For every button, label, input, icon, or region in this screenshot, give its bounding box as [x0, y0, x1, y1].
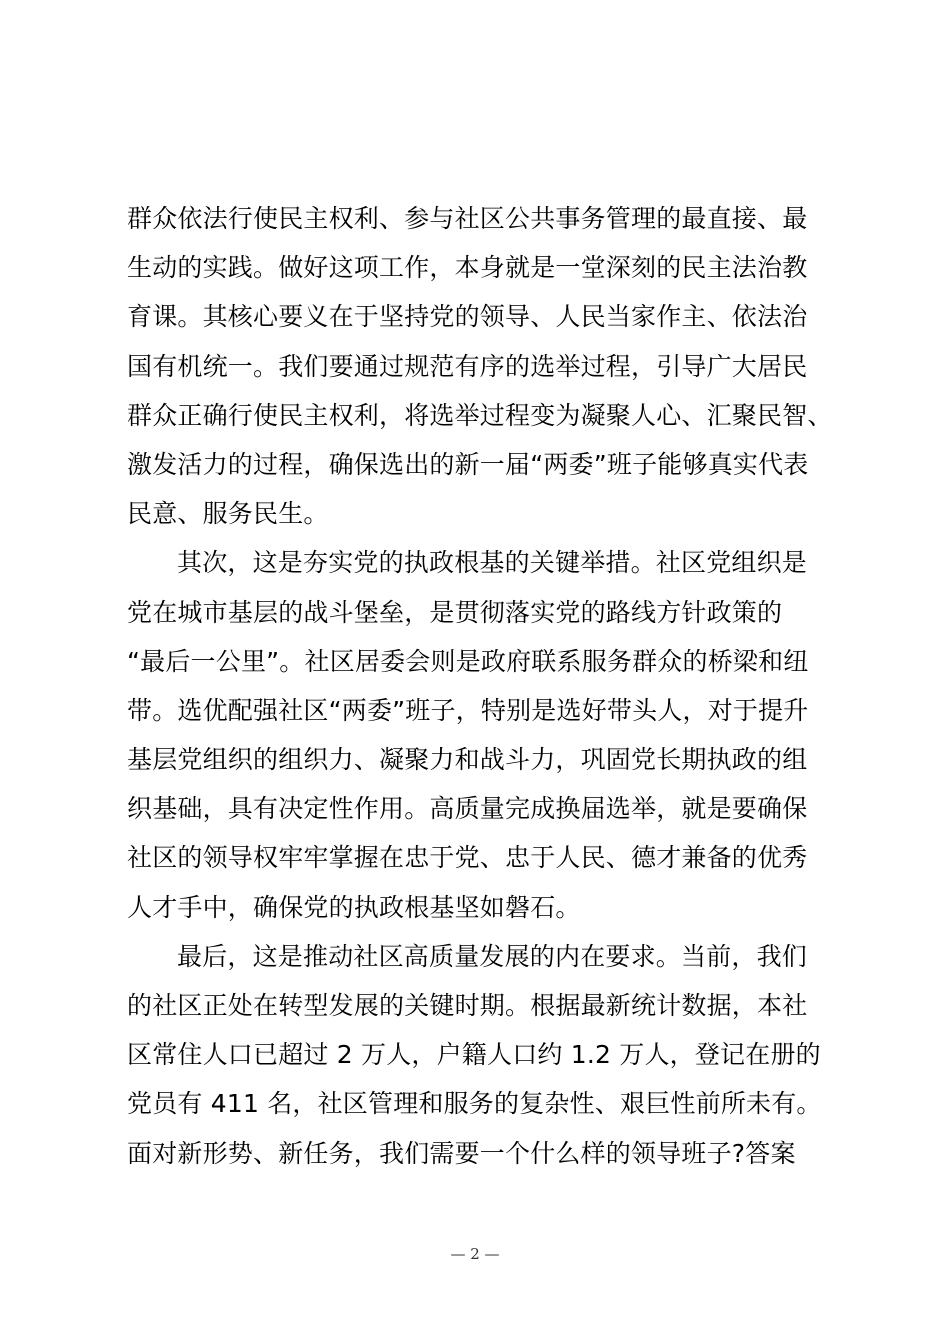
- text-line: “最后一公里”。社区居委会则是政府联系服务群众的桥梁和纽: [127, 646, 809, 676]
- text-line: 育课。其核心要义在于坚持党的领导、人民当家作主、依法治: [127, 302, 808, 332]
- text-line: 人才手中，确保党的执政根基坚如磐石。: [127, 892, 581, 922]
- text-line: 面对新形势、新任务，我们需要一个什么样的领导班子?答案: [127, 1138, 796, 1168]
- text-line: 民意、服务民生。: [127, 499, 329, 529]
- text-line: 群众依法行使民主权利、参与社区公共事务管理的最直接、最: [127, 204, 808, 233]
- text-line: 群众正确行使民主权利，将选举过程变为凝聚人心、汇聚民智、: [127, 400, 833, 430]
- text-line: 的社区正处在转型发展的关键时期。根据最新统计数据，本社: [127, 991, 808, 1020]
- text-line: 区常住人口已超过 2 万人，户籍人口约 1.2 万人，登记在册的: [127, 1040, 821, 1070]
- text-line: 织基础，具有决定性作用。高质量完成换届选举，就是要确保: [127, 794, 808, 824]
- text-line: 党在城市基层的战斗堡垒，是贯彻落实党的路线方针政策的: [127, 597, 783, 627]
- page-number: — 2 —: [450, 1245, 500, 1263]
- document-body: [127, 194, 833, 1178]
- text-line: 生动的实践。做好这项工作，本身就是一堂深刻的民主法治教: [127, 253, 808, 283]
- text-line: 社区的领导权牢牢掌握在忠于党、忠于人民、德才兼备的优秀: [127, 843, 808, 873]
- text-line: 基层党组织的组织力、凝聚力和战斗力，巩固党长期执政的组: [127, 745, 808, 775]
- text-line: 最后，这是推动社区高质量发展的内在要求。当前，我们: [177, 941, 808, 971]
- text-line: 国有机统一。我们要通过规范有序的选举过程，引导广大居民: [127, 351, 808, 381]
- text-line: 激发活力的过程，确保选出的新一届“两委”班子能够真实代表: [127, 449, 809, 479]
- text-line: 带。选优配强社区“两委”班子，特别是选好带头人，对于提升: [127, 695, 809, 725]
- text-line: 党员有 411 名，社区管理和服务的复杂性、艰巨性前所未有。: [127, 1089, 822, 1119]
- text-line: 其次，这是夯实党的执政根基的关键举措。社区党组织是: [177, 548, 808, 578]
